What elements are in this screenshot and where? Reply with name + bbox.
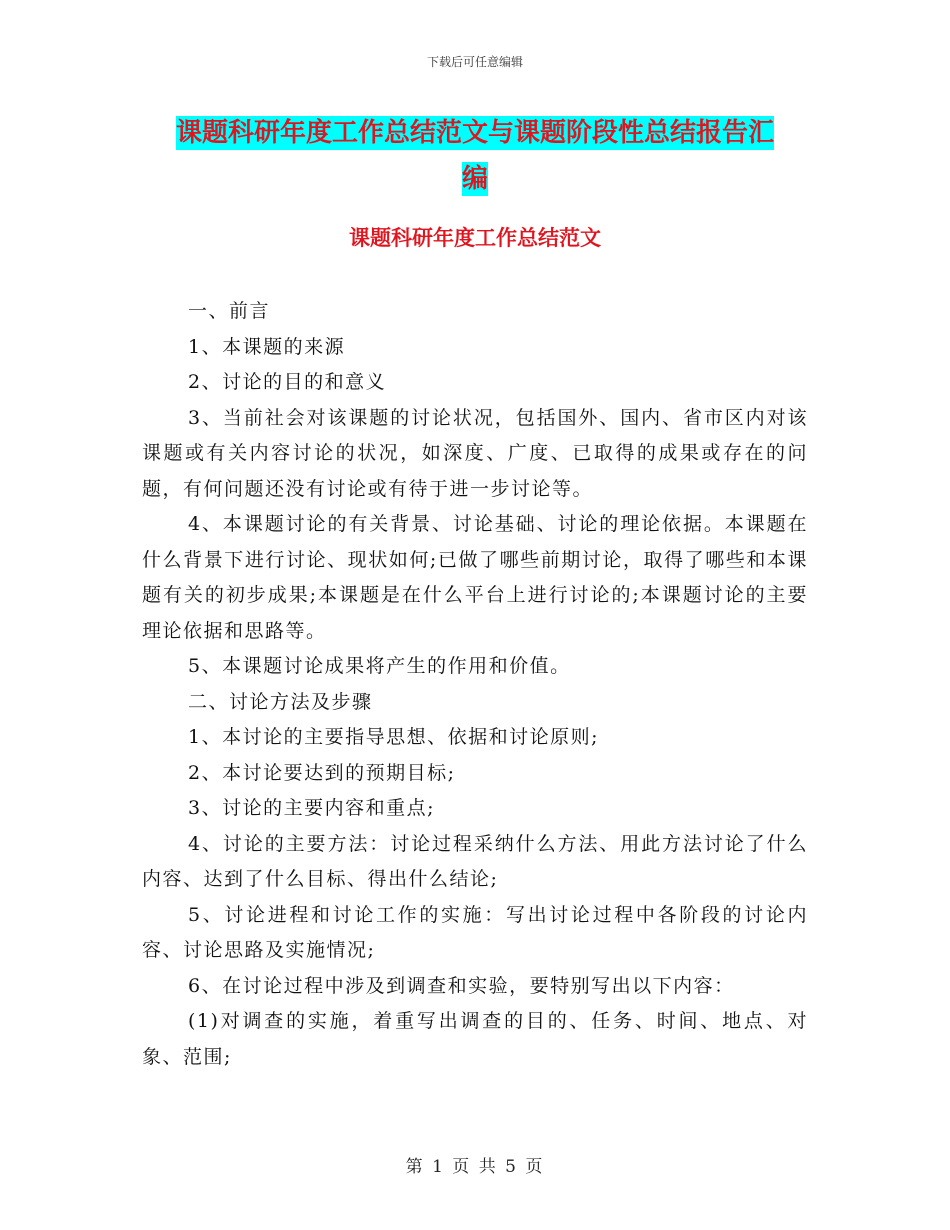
page-header-note: 下载后可任意编辑 — [426, 55, 523, 69]
page-number: 第 1 页 共 5 页 — [405, 1157, 545, 1177]
paragraph: 3、讨论的主要内容和重点; — [188, 797, 435, 819]
paragraph: 二、讨论方法及步骤 — [188, 690, 373, 713]
section-title: 课题科研年度工作总结范文 — [349, 226, 601, 250]
paragraph: 2、本讨论要达到的预期目标; — [188, 761, 456, 784]
paragraph: 2、讨论的目的和意义 — [188, 371, 387, 393]
paragraph: 一、前言 — [188, 300, 271, 322]
paragraph: 5、讨论进程和讨论工作的实施：写出讨论过程中各阶段的讨论内容、讨论思路及实施情况; — [142, 903, 808, 961]
document-title-line2: 编 — [461, 164, 488, 194]
paragraph: 5、本课题讨论成果将产生的作用和价值。 — [188, 655, 571, 677]
paragraph: 6、在讨论过程中涉及到调查和实验，要特别写出以下内容： — [188, 974, 735, 997]
paragraph: 3、当前社会对该课题的讨论状况，包括国外、国内、省市区内对该课题或有关内容讨论的状况，如深度、广度、已取得的成果或存在的问题，有何问题还没有讨论或有待于进一步讨论等。 — [142, 406, 808, 500]
paragraph: 1、本课题的来源 — [188, 335, 346, 358]
paragraph: (1)对调查的实施，着重写出调查的目的、任务、时间、地点、对象、范围; — [142, 1010, 808, 1068]
paragraph: 1、本讨论的主要指导思想、依据和讨论原则; — [188, 726, 599, 748]
paragraph: 4、本课题讨论的有关背景、讨论基础、讨论的理论依据。本课题在什么背景下进行讨论、现状如何;已做了哪些前期讨论，取得了哪些和本课题有关的初步成果;本课题是在什么平台上进行讨论的;本课题讨论的主要理论依据和思路等。 — [142, 513, 808, 642]
document-title-line1: 课题科研年度工作总结范文与课题阶段性总结报告汇 — [175, 118, 774, 148]
document-title — [140, 110, 810, 202]
paragraph: 4、讨论的主要方法：讨论过程采纳什么方法、用此方法讨论了什么内容、达到了什么目标、得出什么结论; — [142, 832, 808, 890]
document-body — [142, 294, 808, 1075]
